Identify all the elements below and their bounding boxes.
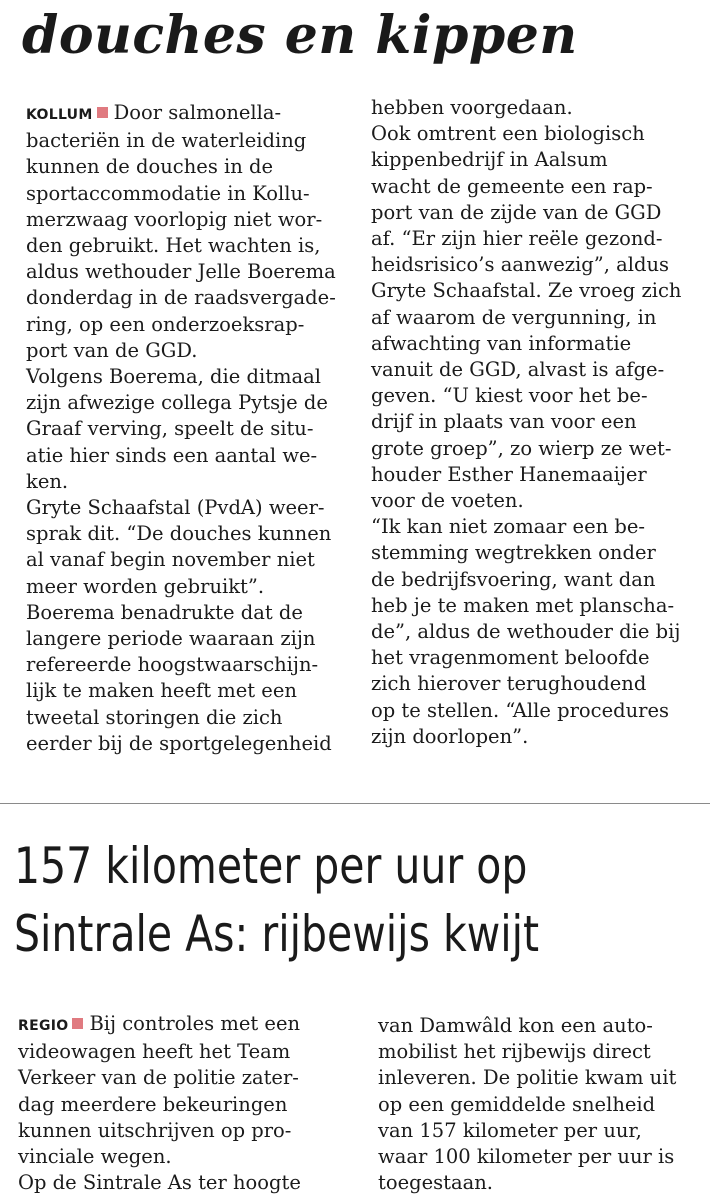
text-line: vinciale wegen. xyxy=(18,1145,172,1169)
text-line: Gryte Schaafstal (PvdA) weer- xyxy=(26,496,325,520)
text-line: refereerde hoogstwaarschijn- xyxy=(26,653,319,677)
text-line: atie hier sinds een aantal we- xyxy=(26,443,318,467)
text-line: ring, op een onderzoeksrap- xyxy=(26,312,305,336)
tag-square-icon xyxy=(72,1018,83,1029)
text-line: bacteriën in de waterleiding xyxy=(26,129,307,153)
text-line: Graaf verving, speelt de situ- xyxy=(26,417,314,441)
text-line: ken. xyxy=(26,469,69,493)
article1-column-1 xyxy=(26,100,356,757)
text-line: aldus wethouder Jelle Boerema xyxy=(26,260,336,284)
text-line: mobilist het rijbewijs direct xyxy=(378,1040,651,1064)
text-line: zijn afwezige collega Pytsje de xyxy=(26,391,328,415)
text-line: de bedrijfsvoering, want dan xyxy=(371,567,656,591)
text-line: Boerema benadrukte dat de xyxy=(26,600,303,624)
article2-headline-line-1: 157 kilometer per uur op xyxy=(14,837,528,895)
text-line: Verkeer van de politie zater- xyxy=(18,1066,299,1090)
text-line: stemming wegtrekken onder xyxy=(371,541,656,565)
text-line: tweetal storingen die zich xyxy=(26,705,283,729)
text-line: port van de zijde van de GGD xyxy=(371,200,662,224)
text-line: houder Esther Hanemaaijer xyxy=(371,462,647,486)
text-line: merzwaag voorlopig niet wor- xyxy=(26,207,323,231)
article2-lead-line xyxy=(18,1011,358,1039)
text-line: Volgens Boerema, die ditmaal xyxy=(26,365,322,389)
text-line: kippenbedrijf in Aalsum xyxy=(371,148,608,172)
text-line: toegestaan. xyxy=(378,1171,493,1195)
text-line: drijf in plaats van voor een xyxy=(371,410,637,434)
text-line: al vanaf begin november niet xyxy=(26,548,315,572)
text-line: heidsrisico’s aanwezig”, aldus xyxy=(371,253,670,277)
text-line: den gebruikt. Het wachten is, xyxy=(26,234,321,258)
article1-location-tag: KOLLUM xyxy=(26,107,93,123)
text-line: Gryte Schaafstal. Ze vroeg zich xyxy=(371,279,682,303)
text-line: wacht de gemeente een rap- xyxy=(371,174,653,198)
text-line: “Ik kan niet zomaar een be- xyxy=(371,515,645,539)
text-line: zijn doorlopen”. xyxy=(371,724,529,748)
text-line: waar 100 kilometer per uur is xyxy=(378,1145,675,1169)
text-line: kunnen de douches in de xyxy=(26,155,274,179)
article2-location-tag: REGIO xyxy=(18,1018,69,1034)
article2-column-1 xyxy=(18,1011,358,1196)
article1-lead-line xyxy=(26,100,356,128)
text-line: kunnen uitschrijven op pro- xyxy=(18,1118,292,1142)
text-line: port van de GGD. xyxy=(26,338,198,362)
text-line: op een gemiddelde snelheid xyxy=(378,1092,656,1116)
text-line: inleveren. De politie kwam uit xyxy=(378,1066,677,1090)
tag-square-icon xyxy=(97,107,108,118)
text-line: dag meerdere bekeuringen xyxy=(18,1092,288,1116)
article2-headline-line-2: Sintrale As: rijbewijs kwijt xyxy=(14,905,540,963)
article-divider xyxy=(0,803,710,804)
text-line: het vragenmoment beloofde xyxy=(371,646,650,670)
text-line: afwachting van informatie xyxy=(371,331,632,355)
text-line: op te stellen. “Alle procedures xyxy=(371,698,670,722)
text-line: Ook omtrent een biologisch xyxy=(371,122,645,146)
text-line: donderdag in de raadsvergade- xyxy=(26,286,336,310)
article1-headline: douches en kippen xyxy=(22,5,578,66)
article1-column-2 xyxy=(371,95,706,750)
text-line: sportaccommodatie in Kollu- xyxy=(26,181,310,205)
text-line: zich hierover terughoudend xyxy=(371,672,647,696)
text-line: af waarom de vergunning, in xyxy=(371,305,657,329)
text-line: lijk te maken heeft met een xyxy=(26,679,297,703)
text-line: videowagen heeft het Team xyxy=(18,1040,291,1064)
article2-column-2 xyxy=(378,1013,703,1196)
text-line: voor de voeten. xyxy=(371,489,524,513)
text-line: eerder bij de sportgelegenheid xyxy=(26,731,332,755)
text-line: hebben voorgedaan. xyxy=(371,96,573,119)
text-line: van Damwâld kon een auto- xyxy=(378,1014,653,1037)
text-line: vanuit de GGD, alvast is afge- xyxy=(371,358,665,382)
text-line: langere periode waaraan zijn xyxy=(26,627,316,651)
article1-col1-line: Door salmonella- xyxy=(113,101,282,124)
article2-col1-line: Bij controles met een xyxy=(89,1012,301,1035)
text-line: heb je te maken met planscha- xyxy=(371,593,675,617)
article2-headline xyxy=(14,832,539,968)
text-line: sprak dit. “De douches kunnen xyxy=(26,522,332,546)
text-line: van 157 kilometer per uur, xyxy=(378,1118,642,1142)
text-line: de”, aldus de wethouder die bij xyxy=(371,620,681,644)
text-line: meer worden gebruikt”. xyxy=(26,574,265,598)
text-line: geven. “U kiest voor het be- xyxy=(371,384,648,408)
text-line: grote groep”, zo wierp ze wet- xyxy=(371,436,672,460)
text-line: af. “Er zijn hier reële gezond- xyxy=(371,227,663,251)
text-line: Op de Sintrale As ter hoogte xyxy=(18,1171,301,1195)
